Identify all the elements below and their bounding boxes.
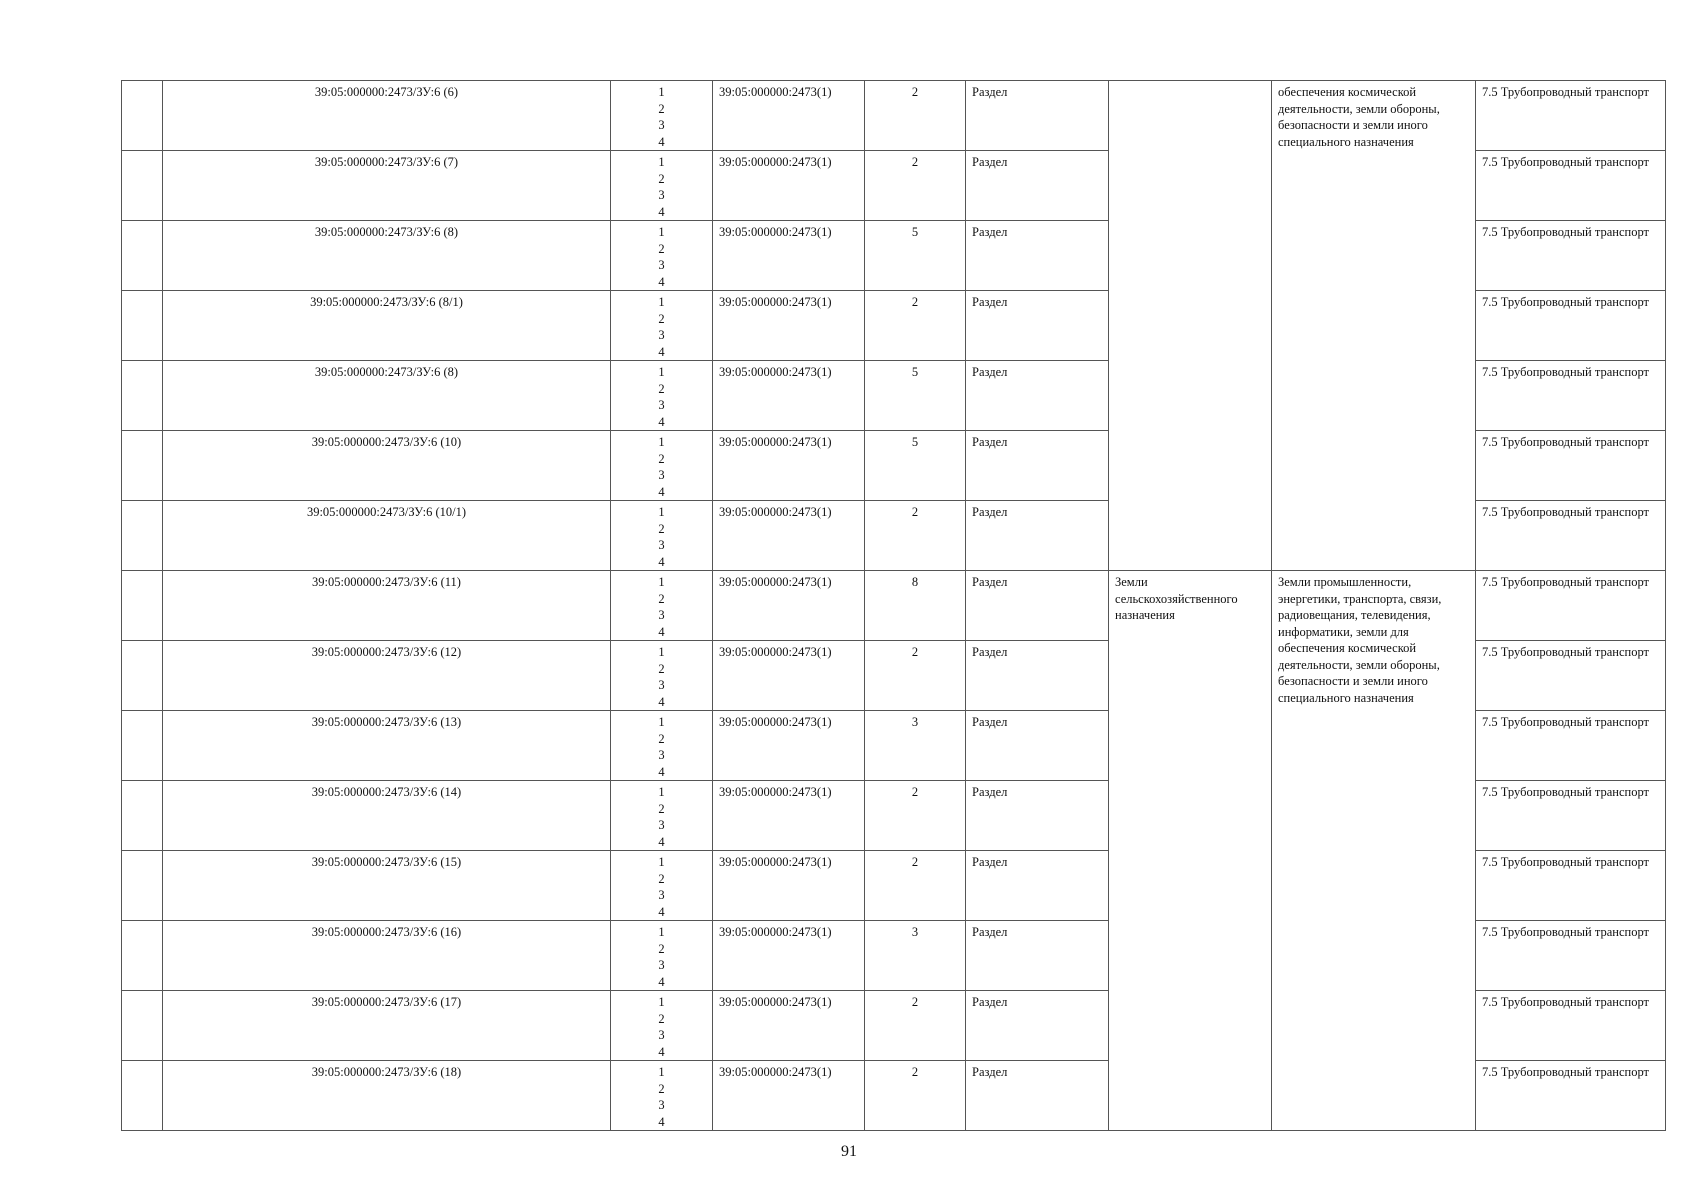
row-number-cell <box>122 851 163 921</box>
permitted-use-cell: 7.5 Трубопроводный транспорт <box>1476 221 1666 291</box>
permitted-use-cell: 7.5 Трубопроводный транспорт <box>1476 81 1666 151</box>
row-number-cell <box>122 291 163 361</box>
formation-method-cell: Раздел <box>966 431 1109 501</box>
point-numbers-cell <box>611 851 713 921</box>
area-cell: 5 <box>865 361 966 431</box>
point-number: 4 <box>658 764 665 779</box>
point-number: 1 <box>658 295 665 309</box>
permitted-use-cell: 7.5 Трубопроводный транспорт <box>1476 151 1666 221</box>
point-number: 1 <box>658 505 665 519</box>
permitted-use-cell: 7.5 Трубопроводный транспорт <box>1476 291 1666 361</box>
point-numbers-cell <box>611 431 713 501</box>
permitted-use-cell: 7.5 Трубопроводный транспорт <box>1476 431 1666 501</box>
point-number: 1 <box>658 925 665 939</box>
formation-method-cell: Раздел <box>966 361 1109 431</box>
permitted-use-cell: 7.5 Трубопроводный транспорт <box>1476 711 1666 781</box>
formation-method-cell: Раздел <box>966 1061 1109 1131</box>
point-number: 4 <box>658 904 665 919</box>
point-number: 2 <box>658 801 665 816</box>
cadastral-number-cell: 39:05:000000:2473/ЗУ:6 (7) <box>163 151 611 221</box>
area-cell: 2 <box>865 501 966 571</box>
permitted-use-cell: 7.5 Трубопроводный транспорт <box>1476 781 1666 851</box>
point-number: 4 <box>658 554 665 569</box>
area-cell: 8 <box>865 571 966 641</box>
point-number: 3 <box>658 748 665 762</box>
row-number-cell <box>122 431 163 501</box>
cadastral-number-cell: 39:05:000000:2473/ЗУ:6 (14) <box>163 781 611 851</box>
point-numbers-cell <box>611 151 713 221</box>
parent-plot-cell: 39:05:000000:2473(1) <box>713 921 865 991</box>
row-number-cell <box>122 1061 163 1131</box>
point-number: 3 <box>658 188 665 202</box>
row-number-cell <box>122 641 163 711</box>
formation-method-cell: Раздел <box>966 641 1109 711</box>
point-number: 3 <box>658 608 665 622</box>
permitted-use-cell: 7.5 Трубопроводный транспорт <box>1476 1061 1666 1131</box>
formation-method-cell: Раздел <box>966 291 1109 361</box>
cadastral-number-cell: 39:05:000000:2473/ЗУ:6 (6) <box>163 81 611 151</box>
page-number: 91 <box>841 1143 857 1160</box>
cadastral-number-cell: 39:05:000000:2473/ЗУ:6 (8/1) <box>163 291 611 361</box>
table-body <box>122 81 1666 1131</box>
point-numbers-cell <box>611 81 713 151</box>
row-number-cell <box>122 781 163 851</box>
point-number: 3 <box>658 888 665 902</box>
area-cell: 5 <box>865 431 966 501</box>
formation-method-cell: Раздел <box>966 781 1109 851</box>
point-number: 4 <box>658 694 665 709</box>
cadastral-number-cell: 39:05:000000:2473/ЗУ:6 (12) <box>163 641 611 711</box>
point-number: 4 <box>658 1114 665 1129</box>
permitted-use-cell: 7.5 Трубопроводный транспорт <box>1476 641 1666 711</box>
point-number: 3 <box>658 818 665 832</box>
point-number: 1 <box>658 225 665 239</box>
land-category-new-cell: обеспечения космической деятельности, земли обороны, безопасности и земли иного специального назначения <box>1272 81 1476 571</box>
parent-plot-cell: 39:05:000000:2473(1) <box>713 291 865 361</box>
point-numbers-cell <box>611 221 713 291</box>
row-number-cell <box>122 221 163 291</box>
parent-plot-cell: 39:05:000000:2473(1) <box>713 501 865 571</box>
area-cell: 3 <box>865 711 966 781</box>
cadastral-number-cell: 39:05:000000:2473/ЗУ:6 (11) <box>163 571 611 641</box>
point-numbers-cell <box>611 291 713 361</box>
point-number: 4 <box>658 134 665 149</box>
parent-plot-cell: 39:05:000000:2473(1) <box>713 151 865 221</box>
row-number-cell <box>122 921 163 991</box>
point-number: 3 <box>658 258 665 272</box>
area-cell: 2 <box>865 291 966 361</box>
point-number: 2 <box>658 171 665 186</box>
point-number: 3 <box>658 118 665 132</box>
point-number: 4 <box>658 1044 665 1059</box>
row-number-cell <box>122 991 163 1061</box>
row-number-cell <box>122 361 163 431</box>
point-number: 2 <box>658 941 665 956</box>
point-number: 2 <box>658 241 665 256</box>
point-number: 2 <box>658 591 665 606</box>
formation-method-cell: Раздел <box>966 991 1109 1061</box>
land-plots-table <box>121 80 1666 1131</box>
cadastral-number-cell: 39:05:000000:2473/ЗУ:6 (15) <box>163 851 611 921</box>
point-number: 4 <box>658 834 665 849</box>
point-number: 2 <box>658 1011 665 1026</box>
formation-method-cell: Раздел <box>966 921 1109 991</box>
point-number: 3 <box>658 328 665 342</box>
permitted-use-cell: 7.5 Трубопроводный транспорт <box>1476 361 1666 431</box>
row-number-cell <box>122 501 163 571</box>
parent-plot-cell: 39:05:000000:2473(1) <box>713 851 865 921</box>
point-number: 3 <box>658 1028 665 1042</box>
point-numbers-cell <box>611 501 713 571</box>
point-number: 1 <box>658 715 665 729</box>
table-row <box>122 81 1666 151</box>
point-numbers-cell <box>611 361 713 431</box>
parent-plot-cell: 39:05:000000:2473(1) <box>713 711 865 781</box>
formation-method-cell: Раздел <box>966 81 1109 151</box>
point-number: 3 <box>658 398 665 412</box>
formation-method-cell: Раздел <box>966 501 1109 571</box>
point-number: 3 <box>658 468 665 482</box>
parent-plot-cell: 39:05:000000:2473(1) <box>713 991 865 1061</box>
point-number: 1 <box>658 1065 665 1079</box>
permitted-use-cell: 7.5 Трубопроводный транспорт <box>1476 991 1666 1061</box>
permitted-use-cell: 7.5 Трубопроводный транспорт <box>1476 851 1666 921</box>
point-number: 1 <box>658 995 665 1009</box>
permitted-use-cell: 7.5 Трубопроводный транспорт <box>1476 571 1666 641</box>
point-number: 4 <box>658 344 665 359</box>
cadastral-number-cell: 39:05:000000:2473/ЗУ:6 (10) <box>163 431 611 501</box>
cadastral-number-cell: 39:05:000000:2473/ЗУ:6 (10/1) <box>163 501 611 571</box>
point-number: 2 <box>658 381 665 396</box>
point-number: 3 <box>658 678 665 692</box>
point-number: 3 <box>658 1098 665 1112</box>
point-number: 4 <box>658 484 665 499</box>
point-number: 2 <box>658 451 665 466</box>
point-number: 1 <box>658 645 665 659</box>
row-number-cell <box>122 711 163 781</box>
point-number: 1 <box>658 365 665 379</box>
formation-method-cell: Раздел <box>966 711 1109 781</box>
table-row <box>122 571 1666 641</box>
land-category-cell <box>1109 81 1272 571</box>
cadastral-number-cell: 39:05:000000:2473/ЗУ:6 (8) <box>163 221 611 291</box>
point-number: 4 <box>658 974 665 989</box>
point-number: 1 <box>658 575 665 589</box>
point-number: 1 <box>658 85 665 99</box>
point-number: 1 <box>658 855 665 869</box>
point-numbers-cell <box>611 991 713 1061</box>
point-number: 2 <box>658 101 665 116</box>
area-cell: 2 <box>865 641 966 711</box>
formation-method-cell: Раздел <box>966 221 1109 291</box>
row-number-cell <box>122 151 163 221</box>
point-number: 2 <box>658 1081 665 1096</box>
parent-plot-cell: 39:05:000000:2473(1) <box>713 1061 865 1131</box>
point-numbers-cell <box>611 921 713 991</box>
area-cell: 2 <box>865 81 966 151</box>
point-number: 4 <box>658 204 665 219</box>
area-cell: 2 <box>865 151 966 221</box>
area-cell: 5 <box>865 221 966 291</box>
area-cell: 2 <box>865 1061 966 1131</box>
permitted-use-cell: 7.5 Трубопроводный транспорт <box>1476 501 1666 571</box>
point-numbers-cell <box>611 711 713 781</box>
parent-plot-cell: 39:05:000000:2473(1) <box>713 81 865 151</box>
point-number: 4 <box>658 414 665 429</box>
formation-method-cell: Раздел <box>966 151 1109 221</box>
point-number: 2 <box>658 521 665 536</box>
point-number: 2 <box>658 731 665 746</box>
parent-plot-cell: 39:05:000000:2473(1) <box>713 641 865 711</box>
point-number: 4 <box>658 624 665 639</box>
point-numbers-cell <box>611 1061 713 1131</box>
land-category-new-cell: Земли промышленности, энергетики, транспорта, связи, радиовещания, телевидения, информатики, земли для обеспечения космической деятельности, земли обороны, безопасности и земли иного специального назначения <box>1272 571 1476 1131</box>
cadastral-number-cell: 39:05:000000:2473/ЗУ:6 (16) <box>163 921 611 991</box>
point-number: 1 <box>658 435 665 449</box>
cadastral-number-cell: 39:05:000000:2473/ЗУ:6 (13) <box>163 711 611 781</box>
point-number: 4 <box>658 274 665 289</box>
point-number: 1 <box>658 155 665 169</box>
point-number: 2 <box>658 661 665 676</box>
area-cell: 2 <box>865 781 966 851</box>
row-number-cell <box>122 81 163 151</box>
area-cell: 2 <box>865 851 966 921</box>
cadastral-number-cell: 39:05:000000:2473/ЗУ:6 (8) <box>163 361 611 431</box>
parent-plot-cell: 39:05:000000:2473(1) <box>713 361 865 431</box>
permitted-use-cell: 7.5 Трубопроводный транспорт <box>1476 921 1666 991</box>
row-number-cell <box>122 571 163 641</box>
cadastral-number-cell: 39:05:000000:2473/ЗУ:6 (18) <box>163 1061 611 1131</box>
formation-method-cell: Раздел <box>966 571 1109 641</box>
point-numbers-cell <box>611 571 713 641</box>
cadastral-number-cell: 39:05:000000:2473/ЗУ:6 (17) <box>163 991 611 1061</box>
point-numbers-cell <box>611 781 713 851</box>
parent-plot-cell: 39:05:000000:2473(1) <box>713 781 865 851</box>
point-number: 2 <box>658 871 665 886</box>
point-number: 3 <box>658 538 665 552</box>
land-category-cell: Земли сельскохозяйственного назначения <box>1109 571 1272 1131</box>
point-number: 2 <box>658 311 665 326</box>
point-number: 3 <box>658 958 665 972</box>
point-number: 1 <box>658 785 665 799</box>
parent-plot-cell: 39:05:000000:2473(1) <box>713 431 865 501</box>
formation-method-cell: Раздел <box>966 851 1109 921</box>
point-numbers-cell <box>611 641 713 711</box>
area-cell: 3 <box>865 921 966 991</box>
area-cell: 2 <box>865 991 966 1061</box>
parent-plot-cell: 39:05:000000:2473(1) <box>713 221 865 291</box>
parent-plot-cell: 39:05:000000:2473(1) <box>713 571 865 641</box>
